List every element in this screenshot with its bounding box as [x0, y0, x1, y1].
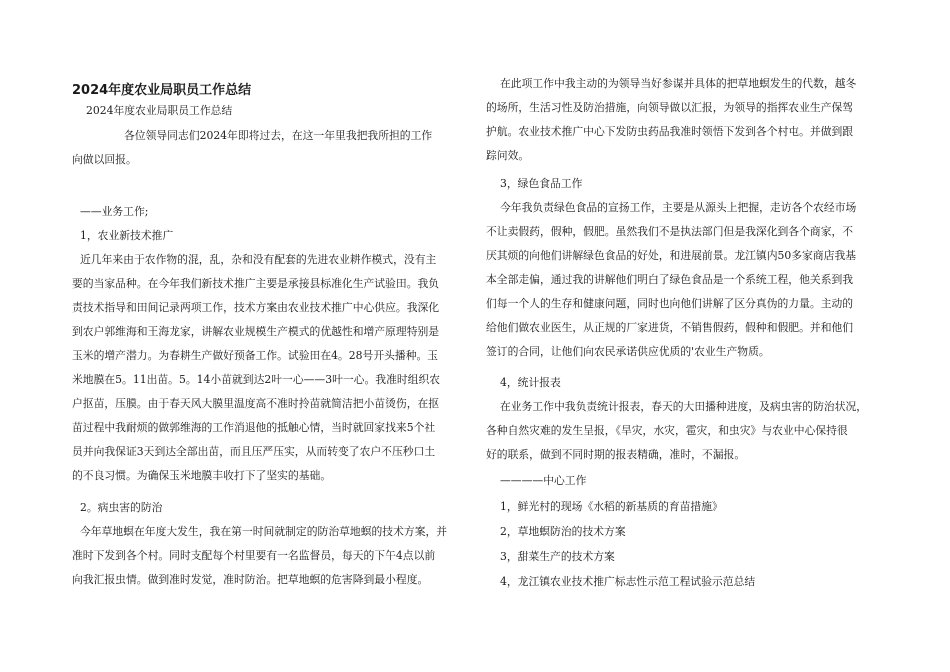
right-line: 的场所，生活习性及防治措施，向领导做以汇报，为领导的指挥农业生产保驾	[486, 101, 854, 114]
right-line: ————中心工作	[500, 474, 587, 487]
right-line: 护航。农业技术推广中心下发防虫药品我准时领悟下发到各个村屯。并做到跟	[486, 125, 854, 138]
left-line: 向我汇报虫情。做到准时发觉，准时防治。把草地螟的危害降到最小程度。	[72, 573, 429, 586]
left-line: 玉米的增产潜力。为春耕生产做好预备工作。试验田在4。28号开头播种。玉	[72, 349, 439, 362]
left-line: 要的当家品种。在今年我们新技术推广主要是承接县标准化生产试验田。我负	[72, 277, 440, 290]
left-line: 员并向我保证3天到达全部出苗，而且压严压实，从而转变了农户不压秒口土	[72, 445, 436, 458]
left-line: 的不良习惯。为确保玉米地膜丰收打下了坚实的基础。	[72, 469, 332, 482]
left-line: 准时下发到各个村。同时支配每个村里要有一名监督员，每天的下午4点以前	[72, 549, 436, 562]
left-line: 户抠苗，压膜。由于春天风大膜里温度高不准时拎苗就简洁把小苗烫伤，在抠	[72, 397, 440, 410]
left-line: 近几年来由于农作物的混，乱，杂和没有配套的先进农业耕作模式，没有主	[80, 253, 437, 266]
right-line: 1，鲜光村的现场《水稻的新基质的育苗措施》	[500, 500, 723, 513]
right-line: 踪问效。	[486, 149, 530, 162]
left-line: 各位领导同志们2024年即将过去，在这一年里我把我所担的工作	[124, 129, 433, 142]
right-line: 在业务工作中我负责统计报表，春天的大田播种进度，及病虫害的防治状况，	[500, 400, 868, 413]
left-line: 米地膜在5。11出苗。5。14小苗就到达2叶一心——3叶一心。我准时组织农	[72, 373, 441, 386]
left-line: 2024年度农业局职员工作总结	[86, 104, 233, 117]
right-line: 4，龙江镇农业技术推广标志性示范工程试验示范总结	[500, 575, 756, 588]
right-line: 在此项工作中我主动的为领导当好参谋并具体的把草地螟发生的代数，越冬	[500, 77, 857, 90]
right-line: 好的联系，做到不同时期的报表精确，准时，不漏报。	[486, 448, 746, 461]
right-line: 不让卖假药，假种，假肥。虽然我们不是执法部门但是我深化到各个商家，不	[486, 225, 854, 238]
right-line: 3，甜菜生产的技术方案	[500, 550, 615, 563]
left-line: 2。病虫害的防治	[80, 501, 163, 514]
right-line: 给他们做农业医生，从正规的厂家进货，不销售假药，假种和假肥。并和他们	[486, 321, 854, 334]
document-title: 2024年度农业局职员工作总结	[72, 83, 252, 98]
left-line: 苗过程中我耐烦的做郭维海的工作消退他的抵触心情，当时就回家找来5个社	[72, 421, 436, 434]
right-line: 们每一个人的生存和健康问题，同时也向他们讲解了区分真伪的力量。主动的	[486, 297, 854, 310]
right-line: 3，绿色食品工作	[500, 177, 583, 190]
left-line: 1，农业新技术推广	[80, 229, 174, 242]
right-line: 2，草地螟防治的技术方案	[500, 525, 626, 538]
right-line: 本全部走偏，通过我的讲解他们明白了绿色食品是一个系统工程，他关系到我	[486, 273, 854, 286]
right-line: 4，统计报表	[500, 376, 561, 389]
left-line: 向做以回报。	[72, 153, 137, 166]
right-line: 今年我负责绿色食品的宣扬工作，主要是从源头上把握，走访各个农经市场	[500, 201, 857, 214]
left-line: 今年草地螟在年度大发生，我在第一时间就制定的防治草地螟的技术方案，并	[80, 525, 448, 538]
right-line: 签订的合同，让他们向农民承诺供应优质的'农业生产物质。	[486, 345, 770, 358]
right-line: 厌其烦的向他们讲解绿色食品的好处，和进展前景。龙江镇内50多家商店我基	[486, 249, 857, 262]
right-line: 各种自然灾难的发生呈报，《旱灾，水灾，雹灾，和虫灾》与农业中心保持很	[486, 424, 848, 437]
left-line: ——业务工作;	[80, 205, 149, 218]
left-line: 到农户郭维海和王海龙家，讲解农业规模生产模式的优越性和增产原理特别是	[72, 325, 440, 338]
left-line: 责技术指导和田间记录两项工作，技术方案由农业技术推广中心供应。我深化	[72, 301, 440, 314]
